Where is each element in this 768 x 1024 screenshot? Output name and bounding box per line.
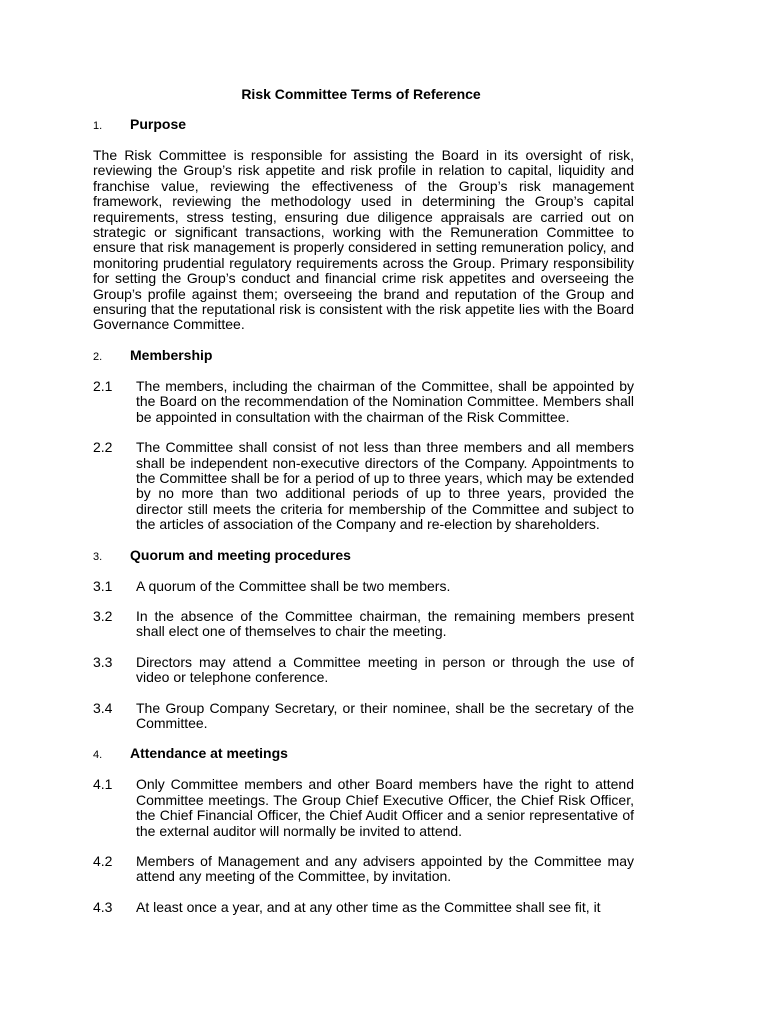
document-title: Risk Committee Terms of Reference bbox=[241, 86, 481, 102]
clause-text: The Committee shall consist of not less than three members and all members shall be independent non-executive directors of the Company. Appointments to the Committee shall be for a period of up to three years, which may be extended by no more than two additional periods of up to three years, provided the director still meets the criteria for membership of the Committee and subject to the articles of association of the Company and re-election by shareholders. bbox=[136, 439, 634, 533]
section-title: Attendance at meetings bbox=[130, 745, 288, 762]
section-number: 2. bbox=[93, 350, 103, 363]
clause-number: 2.1 bbox=[93, 377, 113, 394]
clause-text: The members, including the chairman of the Committee, shall be appointed by the Board on the recommendation of the Nomination Committee. Members shall be appointed in consultation with the chairman of the Risk Committee. bbox=[136, 377, 634, 425]
clause-number: 4.3 bbox=[93, 898, 113, 915]
clause-2-2 bbox=[93, 440, 634, 532]
clause-3-3 bbox=[93, 655, 634, 686]
clause-text: The Group Company Secretary, or their nominee, shall be the secretary of the Committee. bbox=[136, 699, 634, 731]
clause-number: 3.1 bbox=[93, 577, 113, 594]
clause-number: 3.2 bbox=[93, 607, 113, 624]
clause-number: 3.3 bbox=[93, 653, 113, 670]
clause-text: Directors may attend a Committee meeting in person or through the use of video or telephone conference. bbox=[136, 653, 634, 686]
section-heading-attendance bbox=[93, 746, 634, 762]
clause-number: 4.2 bbox=[93, 853, 113, 869]
section-title: Quorum and meeting procedures bbox=[130, 546, 351, 563]
section-heading-purpose bbox=[93, 117, 634, 133]
section-title: Membership bbox=[130, 346, 213, 363]
section-number: 3. bbox=[93, 550, 103, 563]
clause-4-3 bbox=[93, 900, 634, 915]
clause-text: At least once a year, and at any other time as the Committee shall see fit, it bbox=[136, 898, 601, 915]
clause-2-1 bbox=[93, 379, 634, 425]
clause-text: Only Committee members and other Board members have the right to attend Committee meetings. The Group Chief Executive Officer, the Chief Risk Officer, the Chief Financial Officer, the Chief Audit Officer and a senior representative of the external auditor will normally be invited to attend. bbox=[136, 776, 634, 839]
clause-text: In the absence of the Committee chairman, the remaining members present shall elect one of themselves to chair the meeting. bbox=[136, 607, 634, 640]
section-title: Purpose bbox=[130, 116, 187, 132]
purpose-paragraph: The Risk Committee is responsible for assisting the Board in its oversight of risk, reviewing the Group’s risk appetite and risk profile in relation to capital, liquidity and franchise value, reviewing the effectiveness of the Group’s risk management framework, reviewing the methodology used in determining the Group’s capital requirements, stress testing, ensuring due diligence appraisals are carried out on strategic or significant transactions, working with the Remuneration Committee to ensure that risk management is properly considered in setting remuneration policy, and monitoring prudential regulatory requirements across the Group. Primary responsibility for setting the Group’s conduct and financial crime risk appetites and overseeing the Group’s profile against them; overseeing the brand and reputation of the Group and ensuring that the reputational risk is consistent with the risk appetite lies with the Board Governance Committee. bbox=[93, 147, 634, 333]
clause-4-1 bbox=[93, 777, 634, 839]
section-heading-quorum bbox=[93, 548, 634, 564]
section-heading-membership bbox=[93, 348, 634, 364]
clause-3-2 bbox=[93, 609, 634, 640]
document-body bbox=[93, 117, 634, 930]
clause-text: A quorum of the Committee shall be two members. bbox=[136, 577, 451, 594]
section-number: 1. bbox=[93, 120, 103, 132]
clause-4-2 bbox=[93, 854, 634, 885]
clause-number: 3.4 bbox=[93, 699, 113, 716]
clause-text: Members of Management and any advisers appointed by the Committee may attend any meeting of the Committee, by invitation. bbox=[136, 853, 634, 885]
clause-3-4 bbox=[93, 701, 634, 732]
clause-number: 2.2 bbox=[93, 439, 113, 456]
clause-3-1 bbox=[93, 579, 634, 594]
clause-number: 4.1 bbox=[93, 776, 113, 793]
section-number: 4. bbox=[93, 749, 103, 762]
